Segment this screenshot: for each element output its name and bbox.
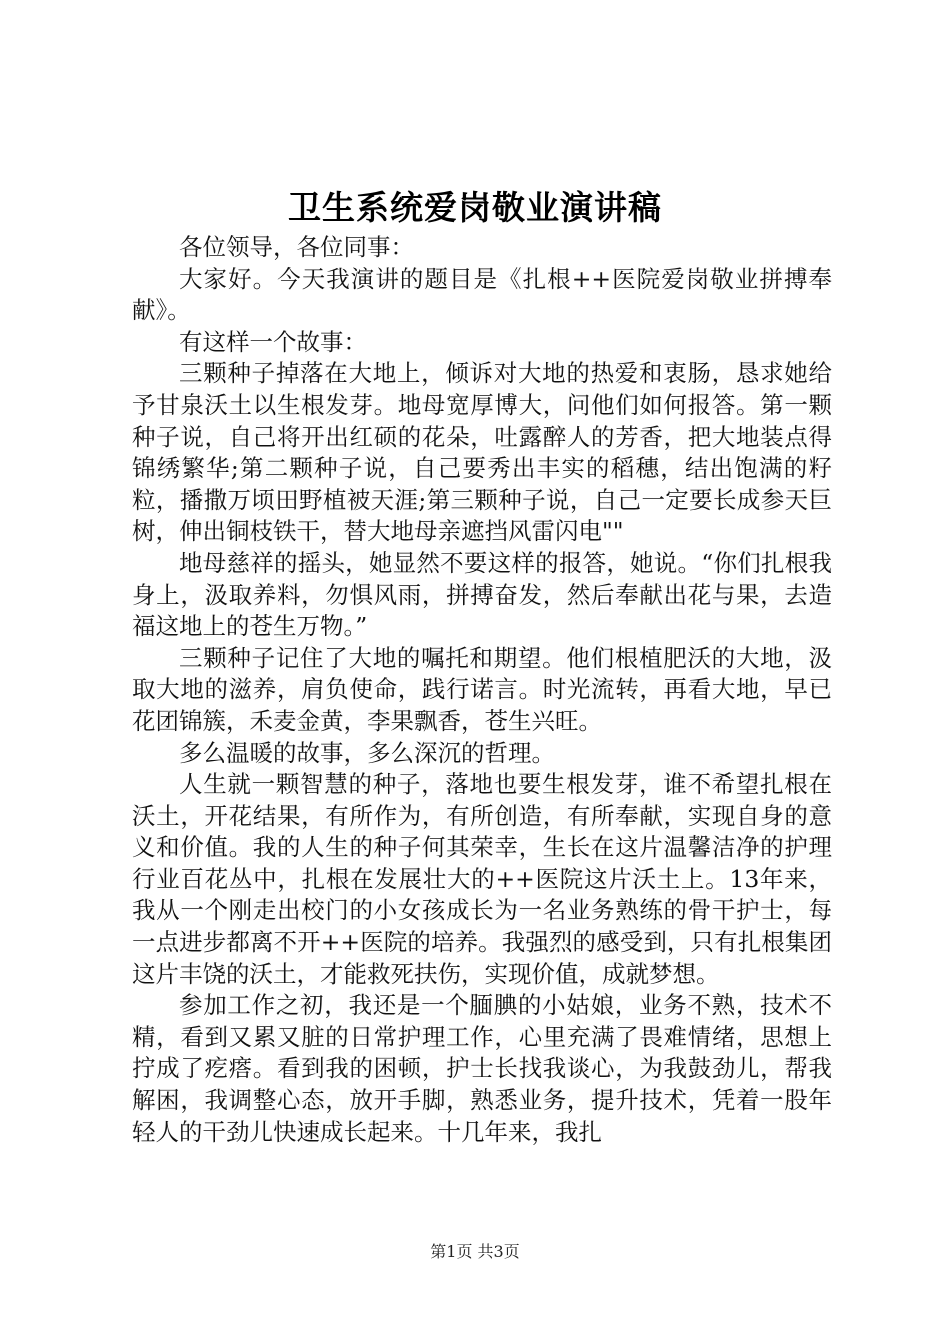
paragraph: 地母慈祥的摇头，她显然不要这样的报答，她说。“你们扎根我身上，汲取养料，勿惧风雨，拼搏奋发，然后奉献出花与果，去造福这地上的苍生万物。” — [132, 548, 832, 641]
document-title: 卫生系统爱岗敬业演讲稿 — [288, 188, 662, 227]
paragraph: 人生就一颗智慧的种子，落地也要生根发芽，谁不希望扎根在沃土，开花结果，有所作为，有所创造，有所奉献，实现自身的意义和价值。我的人生的种子何其荣幸，生长在这片温馨洁净的护理行业百花丛中，扎根在发展壮大的++医院这片沃土上。13年来，我从一个刚走出校门的小女孩成长为一名业务熟练的骨干护士，每一点进步都离不开++医院的培养。我强烈的感受到，只有扎根集团这片丰饶的沃土，才能救死扶伤，实现价值，成就梦想。 — [132, 770, 832, 988]
page-footer: 第1页 共3页 — [430, 1242, 520, 1261]
paragraph: 三颗种子掉落在大地上，倾诉对大地的热爱和衷肠，恳求她给予甘泉沃土以生根发芽。地母宽厚博大，问他们如何报答。第一颗种子说，自己将开出红硕的花朵，吐露醉人的芳香，把大地装点得锦绣繁华;第二颗种子说，自己要秀出丰实的稻穗，结出饱满的籽粒，播撒万顷田野植被天涯;第三颗种子说，自己一定要长成参天巨树，伸出铜枝铁干，替大地母亲遮挡风雷闪电"" — [132, 359, 832, 546]
paragraph: 三颗种子记住了大地的嘱托和期望。他们根植肥沃的大地，汲取大地的滋养，肩负使命，践行诺言。时光流转，再看大地，早已花团锦簇，禾麦金黄，李果飘香，苍生兴旺。 — [132, 643, 832, 735]
paragraph: 各位领导，各位同事： — [179, 233, 414, 261]
paragraph: 参加工作之初，我还是一个腼腆的小姑娘，业务不熟，技术不精，看到又累又脏的日常护理工作，心里充满了畏难情绪，思想上拧成了疙瘩。看到我的困顿，护士长找我谈心，为我鼓劲儿，帮我解困，我调整心态，放开手脚，熟悉业务，提升技术，凭着一股年轻人的干劲儿快速成长起来。十几年来，我扎 — [132, 991, 832, 1146]
document-body — [132, 232, 832, 1148]
paragraph: 多么温暖的故事，多么深沉的哲理。 — [179, 738, 555, 767]
paragraph: 有这样一个故事： — [179, 327, 367, 356]
paragraph: 大家好。今天我演讲的题目是《扎根++医院爱岗敬业拼搏奉献》。 — [132, 264, 832, 325]
